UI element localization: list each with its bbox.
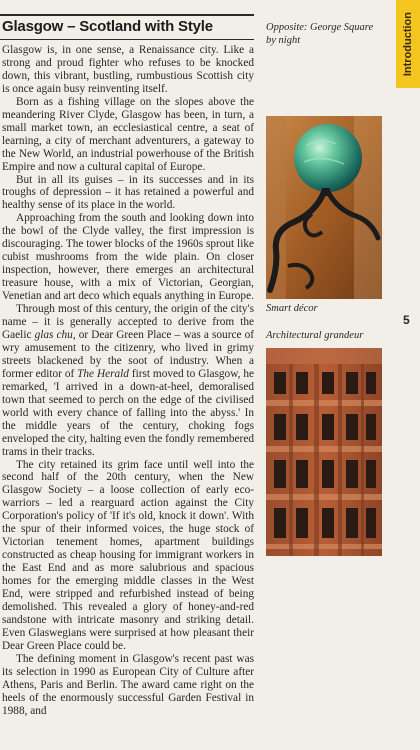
text-run: , or Dear Green Place – was a source of wry amusement to the citizenry, who lived in grimy streets blackened by the soot of industry. When a former editor of [2, 328, 254, 380]
text-run: Through most of this century, the origin of the city's name – it is generally accepted to derive from the Gaelic [2, 303, 254, 341]
section-tab [396, 0, 420, 88]
paragraph: But in all its guises – in its successes and in its troughs of depression – it has retained a powerful and healthy sense of its place in the world. [2, 173, 254, 212]
gaelic-term: glas chu [34, 328, 73, 341]
section-tab-label: Introduction [402, 11, 414, 77]
newspaper-title: The Herald [77, 367, 129, 380]
paragraph: Approaching from the south and looking down into the bowl of the Clyde valley, the first impression is discouraging. The tower blocks of the 1960s sprout like cubist mushrooms from the wide plain. On closer inspection, however, there emerges an architectural treasure house, with a mix of Victorian, Georgian, Venetian and art deco which equals anything in Europe. [2, 212, 254, 303]
page-number: 5 [403, 313, 410, 327]
paragraph: Glasgow is, in one sense, a Renaissance city. Like a strong and proud fighter who refuses to be knocked down, this vibrant, bustling, rumbustious Scottish city is once again busy reinventing itself. [2, 44, 254, 95]
architecture-photo [266, 348, 382, 556]
page-title: Glasgow – Scotland with Style [2, 18, 213, 35]
caption-grandeur: Architectural grandeur [266, 330, 364, 341]
section-title-bar [0, 14, 254, 40]
text-run: first moved to Glasgow, he remarked, 'I arrived in a down-at-heel, demoralised town that seemed to perch on the edge of the civilised world with every chance of falling into the abyss.' In the middle years of the century, choking fogs enveloped the city, halting even the fondly remembered trams in their tracks. [2, 367, 254, 458]
paragraph [2, 303, 254, 458]
paragraph: The defining moment in Glasgow's recent past was its selection in 1990 as European City of Culture after Athens, Paris and Berlin. The award came right on the heels of the enormously successful Garden Festival in 1988, and [2, 652, 254, 717]
smart-decor-photo [266, 116, 382, 299]
paragraph: The city retained its grim face until well into the second half of the 20th century, when the New Glasgow Society – a loose collection of early eco-warriors – led a rearguard action against the City Corporation's policy of 'If it's old, knock it down'. With the spur of their informed voices, the huge stock of Victorian tenement homes, apartment buildings constructed as cheap housing for immigrant workers in the East End and as more salubrious and spacious homes for the emerging middle classes in the West End, were stripped and refurbished instead of being demolished. This revealed a glory of honey-and-red sandstone with intricate masonry and striking detail. Even Glaswegians were surprised at how pleasant their Dear Green Place could be. [2, 458, 254, 652]
paragraph: Born as a fishing village on the slopes above the meandering River Clyde, Glasgow has been, in turn, a small market town, an ecclesiastical centre, a seat of learning, a city of merchant adventurers, a gateway to the New World, an industrial powerhouse of the British Empire and now a cultural capital of Europe. [2, 95, 254, 173]
body-text [2, 44, 254, 718]
caption-opposite: Opposite: George Square by night [266, 22, 374, 46]
caption-smart: Smart décor [266, 303, 318, 314]
